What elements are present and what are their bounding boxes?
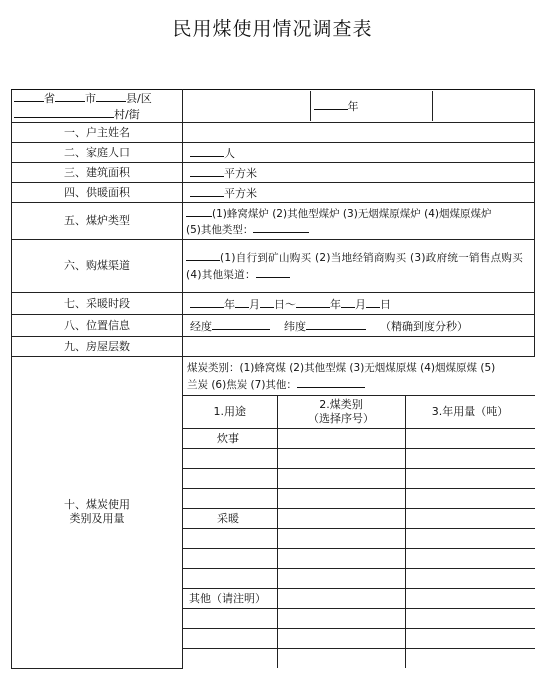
usage-cell[interactable] xyxy=(183,649,277,669)
use-heating-label: 采暖 xyxy=(183,509,277,529)
coal-type-cell[interactable] xyxy=(277,629,405,649)
start-day-label: 日～ xyxy=(274,297,296,311)
col-coal-type-header-line2: （选择序号） xyxy=(308,412,374,425)
table-row xyxy=(183,429,535,449)
coal-usage-label-line2: 类别及用量 xyxy=(69,512,125,526)
row-coal-usage xyxy=(12,357,535,669)
use-cooking-label: 炊事 xyxy=(183,429,277,449)
building-area-label: 三、建筑面积 xyxy=(12,163,183,183)
usage-cell[interactable] xyxy=(183,609,277,629)
end-month-label: 月 xyxy=(355,297,366,311)
stove-type-label: 五、煤炉类型 xyxy=(12,203,183,240)
coal-type-cell[interactable] xyxy=(277,449,405,469)
coal-type-cell[interactable] xyxy=(277,469,405,489)
coal-type-cell[interactable] xyxy=(277,489,405,509)
end-day-blank[interactable] xyxy=(366,296,380,308)
owner-name-label: 一、户主姓名 xyxy=(12,123,183,143)
coal-type-cell[interactable] xyxy=(277,589,405,609)
start-year-label: 年 xyxy=(224,297,235,311)
year-blank-cell-a[interactable] xyxy=(183,91,310,121)
usage-cell[interactable] xyxy=(183,549,277,569)
annual-amount-cell[interactable] xyxy=(405,589,535,609)
row-heating-period xyxy=(12,293,535,315)
coal-usage-label-line1: 十、煤炭使用 xyxy=(64,498,130,512)
row-owner-name xyxy=(12,123,535,143)
annual-amount-cell[interactable] xyxy=(405,649,535,669)
end-year-label: 年 xyxy=(330,297,341,311)
table-row xyxy=(183,449,535,469)
longitude-label: 经度 xyxy=(190,319,212,333)
table-row xyxy=(183,569,535,589)
coal-type-cell[interactable] xyxy=(277,429,405,449)
coal-type-cell[interactable] xyxy=(277,569,405,589)
row-stove-type xyxy=(12,203,535,240)
heating-area-unit: 平方米 xyxy=(224,186,257,200)
heating-period-label: 七、采暖时段 xyxy=(12,293,183,315)
household-size-label: 二、家庭人口 xyxy=(12,143,183,163)
coal-type-cell[interactable] xyxy=(277,509,405,529)
col-coal-type-header-line1: 2.煤类别 xyxy=(319,398,363,411)
purchase-channel-options: (1)自行到矿山购买 (2)当地经销商购买 (3)政府统一销售点购买 xyxy=(220,252,523,264)
coal-usage-subtable xyxy=(183,396,535,668)
purchase-channel-other-blank[interactable] xyxy=(256,266,290,278)
building-area-unit: 平方米 xyxy=(224,166,257,180)
annual-amount-cell[interactable] xyxy=(405,449,535,469)
page-title: 民用煤使用情况调查表 xyxy=(172,18,373,40)
longitude-blank[interactable] xyxy=(212,318,270,330)
coal-usage-label xyxy=(12,357,183,669)
usage-cell[interactable] xyxy=(183,529,277,549)
end-day-label: 日 xyxy=(380,297,391,311)
year-label: 年 xyxy=(347,100,359,113)
annual-amount-cell[interactable] xyxy=(405,629,535,649)
province-label: 省 xyxy=(44,92,55,105)
coal-usage-cell xyxy=(183,357,535,669)
coal-type-cell[interactable] xyxy=(277,649,405,669)
annual-amount-cell[interactable] xyxy=(405,569,535,589)
village-blank[interactable] xyxy=(14,106,114,118)
city-label: 市 xyxy=(85,92,96,105)
annual-amount-cell[interactable] xyxy=(405,549,535,569)
household-size-unit: 人 xyxy=(224,146,235,160)
start-month-label: 月 xyxy=(249,297,260,311)
coal-types-line2: 兰炭 (6)焦炭 (7)其他： xyxy=(187,379,297,391)
city-blank[interactable] xyxy=(55,90,85,102)
table-row xyxy=(183,649,535,669)
start-month-blank[interactable] xyxy=(235,296,249,308)
annual-amount-cell[interactable] xyxy=(405,469,535,489)
table-row xyxy=(183,469,535,489)
year-cell xyxy=(183,90,535,123)
county-label: 县/区 xyxy=(126,92,152,105)
county-blank[interactable] xyxy=(96,90,126,102)
year-blank-cell-b[interactable] xyxy=(432,91,534,121)
usage-cell[interactable] xyxy=(183,629,277,649)
row-floors xyxy=(12,337,535,357)
purchase-channel-label: 六、购煤渠道 xyxy=(12,240,183,293)
annual-amount-cell[interactable] xyxy=(405,509,535,529)
end-month-blank[interactable] xyxy=(341,296,355,308)
annual-amount-cell[interactable] xyxy=(405,529,535,549)
coal-type-cell[interactable] xyxy=(277,549,405,569)
col-coal-type-header xyxy=(277,396,405,429)
start-day-blank[interactable] xyxy=(260,296,274,308)
coal-type-cell[interactable] xyxy=(277,609,405,629)
usage-cell[interactable] xyxy=(183,469,277,489)
usage-cell[interactable] xyxy=(183,489,277,509)
table-row xyxy=(183,609,535,629)
coal-type-cell[interactable] xyxy=(277,529,405,549)
stove-type-other-label: (5)其他类型： xyxy=(186,224,254,236)
location-label: 八、位置信息 xyxy=(12,315,183,337)
annual-amount-cell[interactable] xyxy=(405,609,535,629)
survey-form-table xyxy=(11,89,535,669)
coal-types-line1: 煤炭类别：(1)蜂窝煤 (2)其他型煤 (3)无烟煤原煤 (4)烟煤原煤 (5) xyxy=(187,362,496,374)
heating-area-blank[interactable] xyxy=(190,185,224,197)
address-row xyxy=(12,90,535,123)
stove-type-options: (1)蜂窝煤炉 (2)其他型煤炉 (3)无烟煤原煤炉 (4)烟煤原煤炉 xyxy=(212,208,492,220)
stove-type-blank[interactable] xyxy=(186,205,212,217)
latitude-blank[interactable] xyxy=(306,318,366,330)
annual-amount-cell[interactable] xyxy=(405,489,535,509)
end-year-blank[interactable] xyxy=(296,296,330,308)
col-usage-header: 1.用途 xyxy=(183,396,277,429)
floors-field[interactable] xyxy=(183,337,535,357)
table-row xyxy=(183,529,535,549)
usage-cell[interactable] xyxy=(183,449,277,469)
coal-types-other-blank[interactable] xyxy=(297,376,365,388)
purchase-channel-blank[interactable] xyxy=(186,249,220,261)
use-other-label: 其他（请注明） xyxy=(183,589,277,609)
year-blank[interactable] xyxy=(314,98,348,110)
precision-note: （精确到度分秒） xyxy=(380,319,468,333)
province-blank[interactable] xyxy=(14,90,44,102)
row-household-size xyxy=(12,143,535,163)
row-building-area xyxy=(12,163,535,183)
household-size-blank[interactable] xyxy=(190,145,224,157)
col-annual-amount-header: 3.年用量（吨） xyxy=(405,396,535,429)
row-heating-area xyxy=(12,183,535,203)
village-label: 村/街 xyxy=(114,108,140,121)
building-area-blank[interactable] xyxy=(190,165,224,177)
table-row xyxy=(183,589,535,609)
stove-type-other-blank[interactable] xyxy=(253,221,309,233)
table-row xyxy=(183,509,535,529)
latitude-label: 纬度 xyxy=(284,319,306,333)
row-location xyxy=(12,315,535,337)
address-cell xyxy=(12,90,183,123)
heating-area-label: 四、供暖面积 xyxy=(12,183,183,203)
floors-label: 九、房屋层数 xyxy=(12,337,183,357)
table-row xyxy=(183,489,535,509)
purchase-channel-other-label: (4)其他渠道： xyxy=(186,269,256,281)
usage-cell[interactable] xyxy=(183,569,277,589)
row-purchase-channel xyxy=(12,240,535,293)
year-cell-inner xyxy=(310,91,432,121)
table-row xyxy=(183,549,535,569)
owner-name-field[interactable] xyxy=(183,123,535,143)
table-row xyxy=(183,629,535,649)
annual-amount-cell[interactable] xyxy=(405,429,535,449)
start-year-blank[interactable] xyxy=(190,296,224,308)
subtable-header-row xyxy=(183,396,535,429)
